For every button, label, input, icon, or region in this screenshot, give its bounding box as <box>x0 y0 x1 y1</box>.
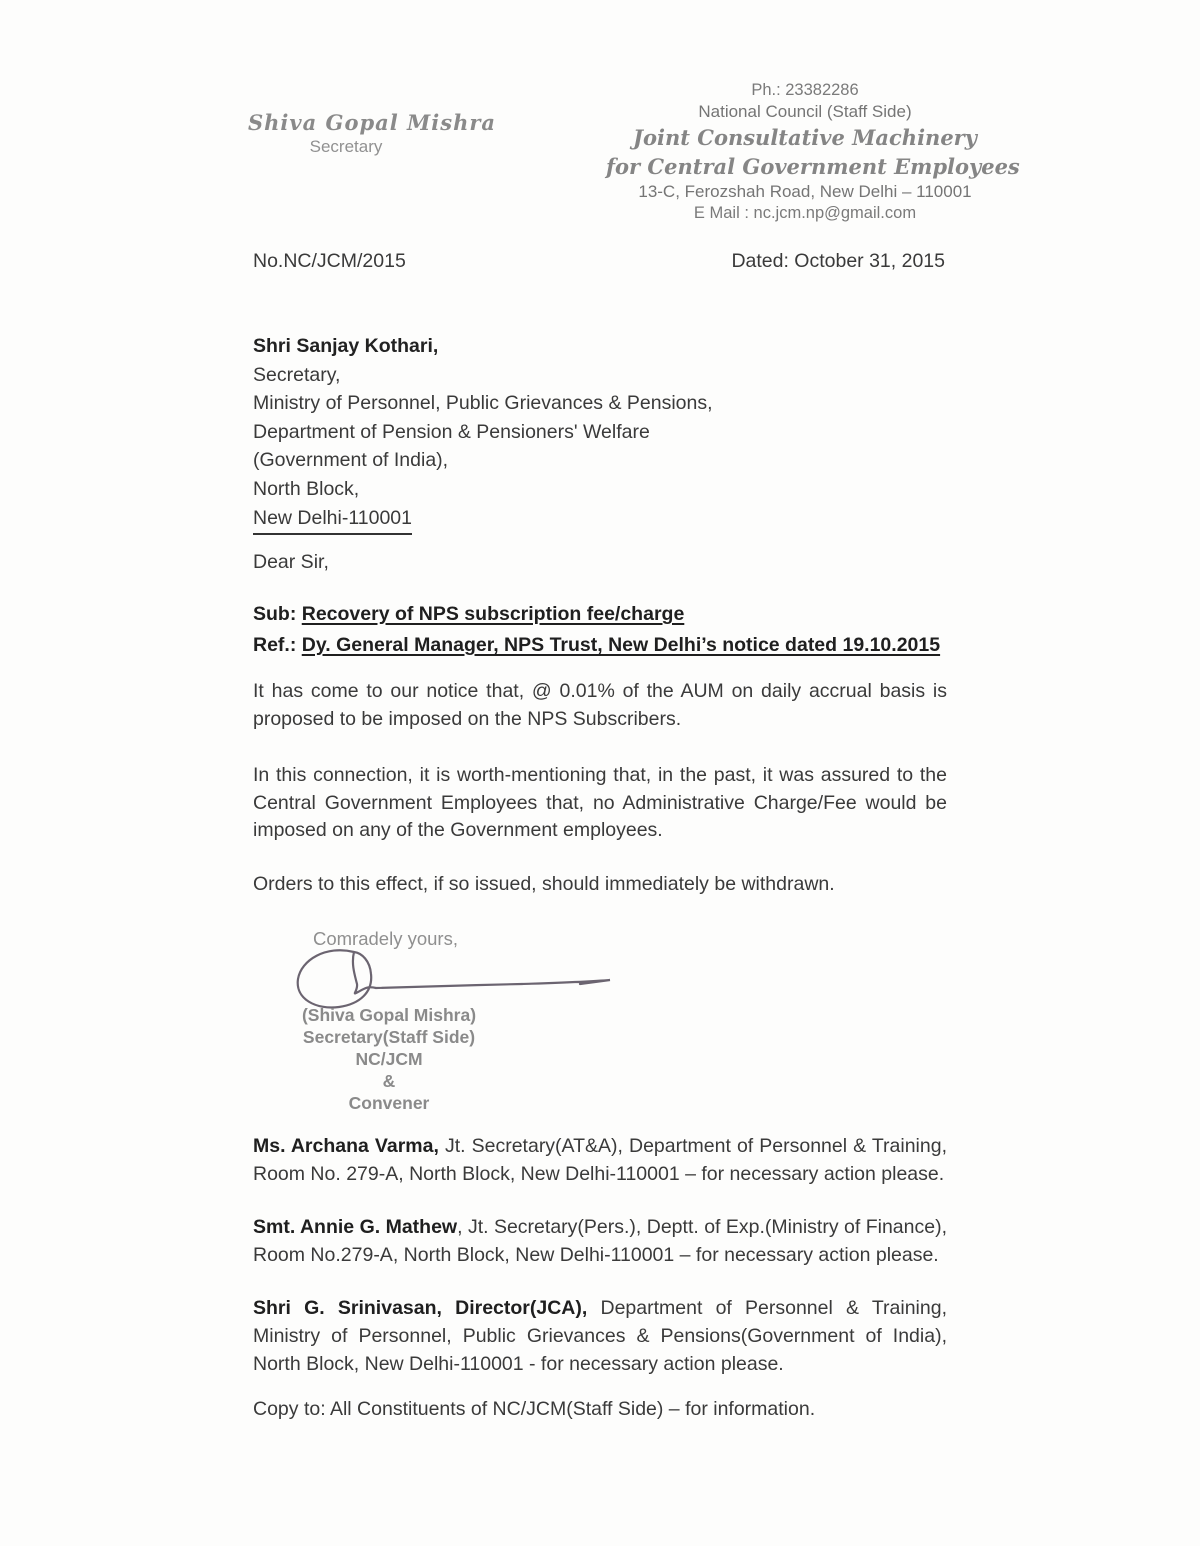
cc-detail: , Jt. Secretary(Pers.), Deptt. of Exp.(Ministry of Finance), Room No.279-A, North Block, New Delhi-110001 – for necessary action please. <box>253 1216 947 1266</box>
cc-detail: Jt. Secretary(AT&A), Department of Personnel & Training, Room No. 279-A, North Block, New Delhi-110001 – for necessary action please. <box>253 1135 947 1185</box>
reference-number: No.NC/JCM/2015 <box>253 250 406 272</box>
ref-line <box>253 630 940 661</box>
letter-date: Dated: October 31, 2015 <box>731 250 945 272</box>
org-line3: for Central Government Employees <box>606 154 1020 179</box>
recipient-city: New Delhi-110001 <box>253 504 412 536</box>
salutation: Dear Sir, <box>253 551 329 573</box>
cc-detail: Department of Personnel & Training, Ministry of Personnel, Public Grievances & Pensions(Government of India), North Block, New Delhi-110001 - for necessary action please. <box>253 1297 947 1375</box>
sender-title: Secretary <box>309 137 383 156</box>
ref-text: Dy. General Manager, NPS Trust, New Delhi’s notice dated 19.10.2015 <box>301 634 941 656</box>
subject-text: Recovery of NPS subscription fee/charge <box>301 603 685 625</box>
signatory-title: Secretary(Staff Side) <box>302 1027 476 1047</box>
cc-note-2 <box>253 1213 947 1269</box>
body-paragraph-1: It has come to our notice that, @ 0.01% of the AUM on daily accrual basis is proposed to be imposed on the NPS Subscribers. <box>253 680 947 730</box>
subject-line <box>253 599 940 630</box>
cc-name: Shri G. Srinivasan, Director(JCA), <box>253 1297 588 1319</box>
sender-name: Shiva Gopal Mishra <box>248 110 497 135</box>
reference-row <box>253 250 945 273</box>
signature-block <box>296 1004 482 1114</box>
copy-to-line: Copy to: All Constituents of NC/JCM(Staff Side) – for information. <box>253 1398 816 1420</box>
org-phone: Ph.: 23382286 <box>751 81 859 99</box>
closing-phrase: Comradely yours, <box>313 928 458 949</box>
letterhead-org <box>606 80 1020 224</box>
org-address: 13-C, Ferozshah Road, New Delhi – 110001 <box>638 182 972 201</box>
letterhead-sender <box>248 110 497 157</box>
cc-note-1 <box>253 1132 947 1188</box>
signatory-amp: & <box>382 1071 396 1091</box>
cc-note-3 <box>253 1294 947 1378</box>
org-name: National Council (Staff Side) <box>698 102 912 121</box>
body-paragraph-2: In this connection, it is worth-mentioning that, in the past, it was assured to the Central Government Employees that, no Administrative Charge/Fee would be imposed on any of the Government employees. <box>253 764 947 842</box>
recipient-name: Shri Sanjay Kothari, <box>253 335 439 357</box>
subject-label: Sub: <box>253 603 302 625</box>
subject-block <box>253 599 940 661</box>
recipient-line: North Block, <box>253 477 360 500</box>
recipient-line: (Government of India), <box>253 449 449 472</box>
body-paragraph-3: Orders to this effect, if so issued, should immediately be withdrawn. <box>253 873 835 895</box>
signatory-role: Convener <box>348 1093 430 1113</box>
cc-name: Ms. Archana Varma, <box>253 1135 439 1157</box>
recipient-line: Ministry of Personnel, Public Grievances & Pensions, <box>253 392 713 415</box>
org-line2: Joint Consultative Machinery <box>633 125 977 150</box>
org-email: E Mail : nc.jcm.np@gmail.com <box>693 204 917 222</box>
ref-label: Ref.: <box>253 634 302 656</box>
recipient-line: Department of Pension & Pensioners' Welfare <box>253 420 650 443</box>
signatory-org: NC/JCM <box>355 1049 423 1069</box>
recipient-address <box>253 332 713 535</box>
cc-name: Smt. Annie G. Mathew <box>253 1216 458 1238</box>
recipient-line: Secretary, <box>253 363 341 386</box>
signatory-name: (Shiva Gopal Mishra) <box>301 1005 477 1025</box>
